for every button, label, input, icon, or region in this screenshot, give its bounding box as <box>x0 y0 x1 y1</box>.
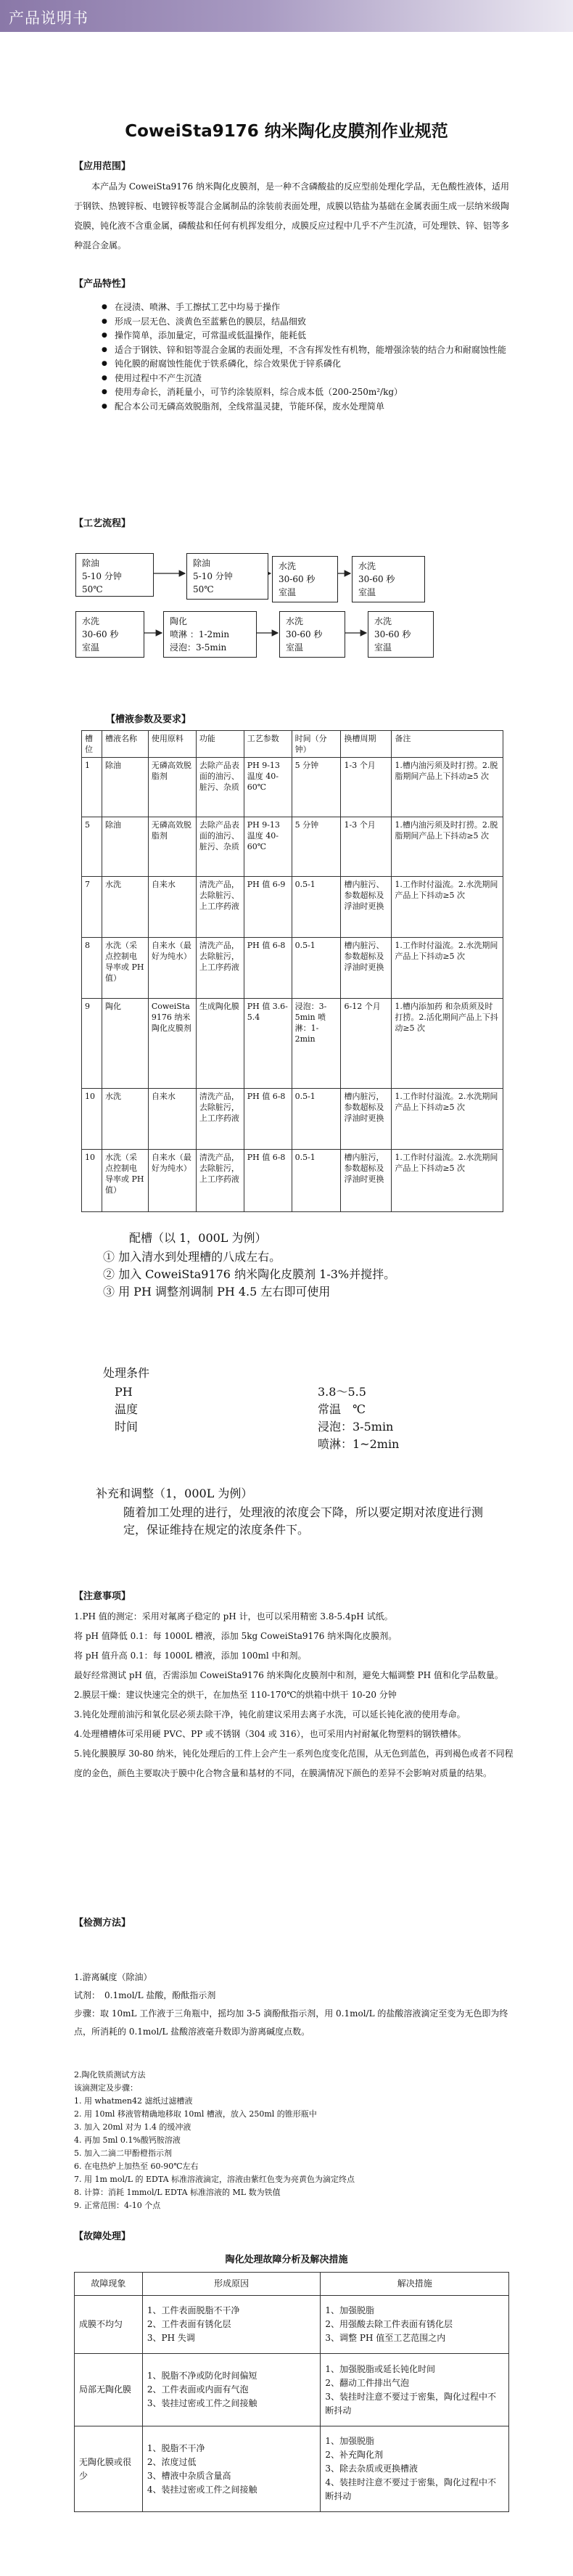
testing-line: 6. 在电热炉上加热至 60-90℃左右 <box>74 2162 199 2171</box>
table-header-row: 槽位 槽液名称 使用原料 功能 工艺参数 时间（分钟） 换槽周期 备注 <box>82 731 503 758</box>
section-trouble-heading: 【故障处理】 <box>74 2231 131 2242</box>
trouble-table-title: 陶化处理故障分析及解决措施 <box>225 2254 348 2265</box>
section-notes-heading: 【注意事项】 <box>74 1591 131 1602</box>
note-line: 2.膜层干燥：建议快速完全的烘干，在加热至 110-170℃的烘箱中烘干 10-20 分钟 <box>74 1690 397 1700</box>
table-row: 5 除油 无磷高效脱脂剂 去除产品表面的油污、脏污、杂质 PH 9-13 温度 40-60℃ 5 分钟 1-3 个月 1.槽内油污须及时打捞。2.脱脂期间产品上下抖动≥5 次 <box>82 817 503 877</box>
testing-line: 2.陶化铁质测试方法 <box>74 2070 146 2080</box>
feature-item: ● 使用寿命长，消耗量小，可节约涂装原料，综合成本低（200-250m²/kg） <box>102 385 508 400</box>
note-line: 将 pH 值降低 0.1：每 1000L 槽液，添加 5kg CoweiSta9176 纳米陶化皮膜剂。 <box>74 1631 397 1641</box>
testing-line: 9. 正常范围：4-10 个点 <box>74 2201 161 2210</box>
feature-item: ● 使用过程中不产生沉渣 <box>102 372 508 386</box>
table-row: 1 除油 无磷高效脱脂剂 去除产品表面的油污、脏污、杂质 PH 9-13 温度 40-60℃ 5 分钟 1-3 个月 1.槽内油污须及时打捞。2.脱脂期间产品上下抖动≥5 次 <box>82 758 503 817</box>
flow-step-rinse-3: 水洗 30-60 秒 室温 <box>75 611 144 658</box>
testing-line: 4. 再加 5ml 0.1%酸钙胺溶液 <box>74 2135 181 2145</box>
page-title: CoweiSta9176 纳米陶化皮膜剂作业规范 <box>125 122 448 141</box>
table-row: 成膜不均匀 1、工件表面脱脂不干净 2、工件表面有锈化层 3、PH 失调 1、加强脱脂 2、用强酸去除工件表面有锈化层 3、调整 PH 值至工艺范围之内 <box>75 2296 509 2354</box>
flow-step-degrease-2: 除油 5-10 分钟 50℃ <box>186 553 268 600</box>
flow-step-ceramic-coating: 陶化 喷淋 ：1-2min 浸泡：3-5min <box>163 611 257 658</box>
testing-line: 5. 加入二滴二甲酚橙指示剂 <box>74 2148 172 2158</box>
bath-preparation-steps <box>103 1248 395 1301</box>
section-bath-heading: 【槽液参数及要求】 <box>106 714 191 725</box>
prep-step: ② 加入 CoweiSta9176 纳米陶化皮膜剂 1-3%并搅拌。 <box>103 1267 396 1281</box>
feature-item: ● 适合于钢铁、锌和铝等混合金属的表面处理，不含有挥发性有机物，能增强涂装的结合力和耐腐蚀性能 <box>102 343 508 358</box>
note-line: 1.PH 值的测定：采用对氟离子稳定的 pH 计，也可以采用精密 3.8-5.4pH 试纸。 <box>74 1611 393 1622</box>
section-features-heading: 【产品特性】 <box>74 279 131 290</box>
flow-step-rinse-4: 水洗 30-60 秒 室温 <box>279 611 345 658</box>
table-row: 10 水洗 自来水 清洗产品，去除脏污，上工序药液 PH 值 6-8 0.5-1 槽内脏污，参数超标及浮油时更换 1.工作时付溢流。2.水洗期间产品上下抖动≥5 次 <box>82 1089 503 1150</box>
feature-item: ● 钝化膜的耐腐蚀性能优于铁系磷化，综合效果优于锌系磷化 <box>102 357 508 372</box>
testing-line: 3. 加入 20ml 对为 1.4 的缓冲液 <box>74 2122 191 2132</box>
table-row: 10 水洗（采点控制电导率或 PH 值） 自来水（最好为纯水） 清洗产品，去除脏污，上工序药液 PH 值 6-8 0.5-1 槽内脏污，参数超标及浮油时更换 1.工作时付溢流。2.水洗期间产品上下抖动≥5 次 <box>82 1150 503 1212</box>
table-row: 局部无陶化膜 1、脱脂不净或防化时间偏短 2、工件表面或内面有气泡 3、装挂过密或工件之间接触 1、加强脱脂或延长钝化时间 2、翻动工件排出气泡 3、装挂时注意不要过于密集，陶化过程中不断抖动 <box>75 2354 509 2426</box>
table-row: 8 水洗（采点控制电导率或 PH 值） 自来水（最好为纯水） 清洗产品，去除脏污，上工序药液 PH 值 6-8 0.5-1 槽内脏污、参数超标及浮油时更换 1.工作时付溢流。2.水洗期间产品上下抖动≥5 次 <box>82 938 503 999</box>
application-paragraph: 本产品为 CoweiSta9176 纳米陶化皮膜剂，是一种不含磷酸盐的反应型前处理化学品，无色酸性液体，适用于钢铁、热镀锌板、电镀锌板等混合金属制品的涂装前表面处理，成膜以锆盐为基础在金属表面生成一层纳米级陶瓷膜，钝化液不含重金属，磷酸盐和任何有机挥发组分，成膜反应过程中几乎不产生沉渣，可处理铁、锌、铝等多种混合金属。 <box>74 181 510 250</box>
top-banner <box>0 0 573 32</box>
section-application-heading: 【应用范围】 <box>74 161 131 172</box>
testing-line: 步骤：取 10mL 工作液于三角瓶中，摇均加 3-5 滴酚酞指示剂，用 0.1mol/L 的盐酸溶液滴定至变为无色即为终点，所消耗的 0.1mol/L 盐酸溶液毫升数即为游离碱度点数。 <box>74 2008 508 2037</box>
testing-line: 8. 计算：消耗 1mmol/L EDTA 标准溶液的 ML 数为铁值 <box>74 2188 281 2197</box>
testing-line: 2. 用 10ml 移液管精确地移取 10ml 槽液，放入 250ml 的锥形瓶中 <box>74 2109 317 2119</box>
note-line: 4.处理槽槽体可采用硬 PVC、PP 或不锈钢（304 或 316），也可采用内衬耐氟化物塑料的钢铁槽体。 <box>74 1729 466 1739</box>
note-line: 将 pH 值升高 0.1：每 1000L 槽液，添加 100ml 中和剂。 <box>74 1651 307 1661</box>
replenish-text: 随着加工处理的进行，处理液的浓度会下降，所以要定期对浓度进行测定，保证维持在规定的浓度条件下。 <box>123 1505 484 1537</box>
replenish-title: 补充和调整（1，000L 为例） <box>96 1487 253 1500</box>
section-testing-heading: 【检测方法】 <box>74 1918 131 1929</box>
flow-step-degrease-1: 除油 5-10 分钟 50℃ <box>75 553 154 597</box>
flow-step-rinse-1: 水洗 30-60 秒 室温 <box>272 556 338 602</box>
testing-line: 该滴测定及步骤： <box>74 2083 138 2093</box>
section-process-heading: 【工艺流程】 <box>74 518 131 529</box>
condition-row: 时间 浸泡：3-5min <box>115 1420 394 1434</box>
condition-row: 温度 常温 ℃ <box>115 1402 366 1416</box>
condition-row: 喷淋：1~2min <box>318 1437 400 1451</box>
flow-step-rinse-5: 水洗 30-60 秒 室温 <box>368 611 434 658</box>
notes-text <box>74 1607 516 1783</box>
prep-step: ① 加入清水到处理槽的八成左右。 <box>103 1250 281 1264</box>
feature-item: ● 在浸渍、喷淋、手工擦拭工艺中均易于操作 <box>102 300 508 315</box>
condition-row: PH 3.8～5.5 <box>115 1385 366 1399</box>
bath-parameter-table <box>81 730 503 1212</box>
troubleshooting-table <box>74 2272 509 2512</box>
bath-preparation-title: 配槽（以 1，000L 为例） <box>129 1231 267 1245</box>
table-row: 7 水洗 自来水 清洗产品，去除脏污、上工序药液 PH 值 6-9 0.5-1 槽内脏污、参数超标及浮油时更换 1.工作时付溢流。2.水洗期间产品上下抖动≥5 次 <box>82 877 503 938</box>
testing-group-2 <box>74 2069 516 2212</box>
testing-line: 1.游离碱度（除油） <box>74 1972 152 1982</box>
table-header-row: 故障现象 形成原因 解决措施 <box>75 2273 509 2296</box>
application-text <box>74 177 516 255</box>
features-list <box>102 300 508 414</box>
note-line: 最好经常测试 pH 值，否需添加 CoweiSta9176 纳米陶化皮膜剂中和剂，避免大幅调整 PH 值和化学品数量。 <box>74 1670 503 1680</box>
testing-line: 1. 用 whatmen42 滤纸过滤槽液 <box>74 2096 193 2106</box>
banner-label: 产品说明书 <box>9 9 88 27</box>
feature-item: ● 操作简单，添加量定，可常温或低温操作，能耗低 <box>102 329 508 343</box>
table-row: 9 陶化 CoweiSta 9176 纳米陶化皮膜剂 生成陶化膜 PH 值 3.6-5.4 浸泡：3-5min 喷淋：1-2min 6-12 个月 1.槽内添加药 和杂质须及时打捞。2.活化期间产品上下抖动≥5 次 <box>82 999 503 1089</box>
testing-line: 试剂： 0.1mol/L 盐酸，酚酞指示剂 <box>74 1990 216 2000</box>
flow-step-rinse-2: 水洗 30-60 秒 室温 <box>352 556 425 602</box>
testing-line: 7. 用 1m mol/L 的 EDTA 标准溶液滴定，溶液由紫红色变为亮黄色为滴定终点 <box>74 2175 355 2184</box>
testing-group-1 <box>74 1968 516 2041</box>
prep-step: ③ 用 PH 调整剂调制 PH 4.5 左右即可使用 <box>103 1285 331 1299</box>
feature-item: ● 配合本公司无磷高效脱脂剂，全线常温灵捷，节能环保，废水处理简单 <box>102 400 508 414</box>
table-row: 无陶化膜或很少 1、脱脂不干净 2、浓度过低 3、槽液中杂质含量高 4、装挂过密或工件之间接触 1、加强脱脂 2、补充陶化剂 3、除去杂质或更换槽液 4、装挂时注意不要过于密集，陶化过程中不断抖动 <box>75 2426 509 2512</box>
feature-item: ● 形成一层无色、淡黄色至蓝紫色的膜层，结晶细致 <box>102 315 508 330</box>
note-line: 3.钝化处理前油污和氧化层必须去除干净，钝化前建议采用去离子水洗，可以延长钝化液的使用寿命。 <box>74 1709 466 1720</box>
process-conditions <box>115 1383 419 1453</box>
note-line: 5.钝化膜膜厚 30-80 纳米，钝化处理后的工件上会产生一系列色度变化范围，从无色到蓝色，再到褐色或者不同程度的金色，颜色主要取决于膜中化合物含量和基材的不同，在膜满情况下颜色的差异不会影响对质量的结果。 <box>74 1749 514 1778</box>
process-conditions-title: 处理条件 <box>103 1366 150 1380</box>
